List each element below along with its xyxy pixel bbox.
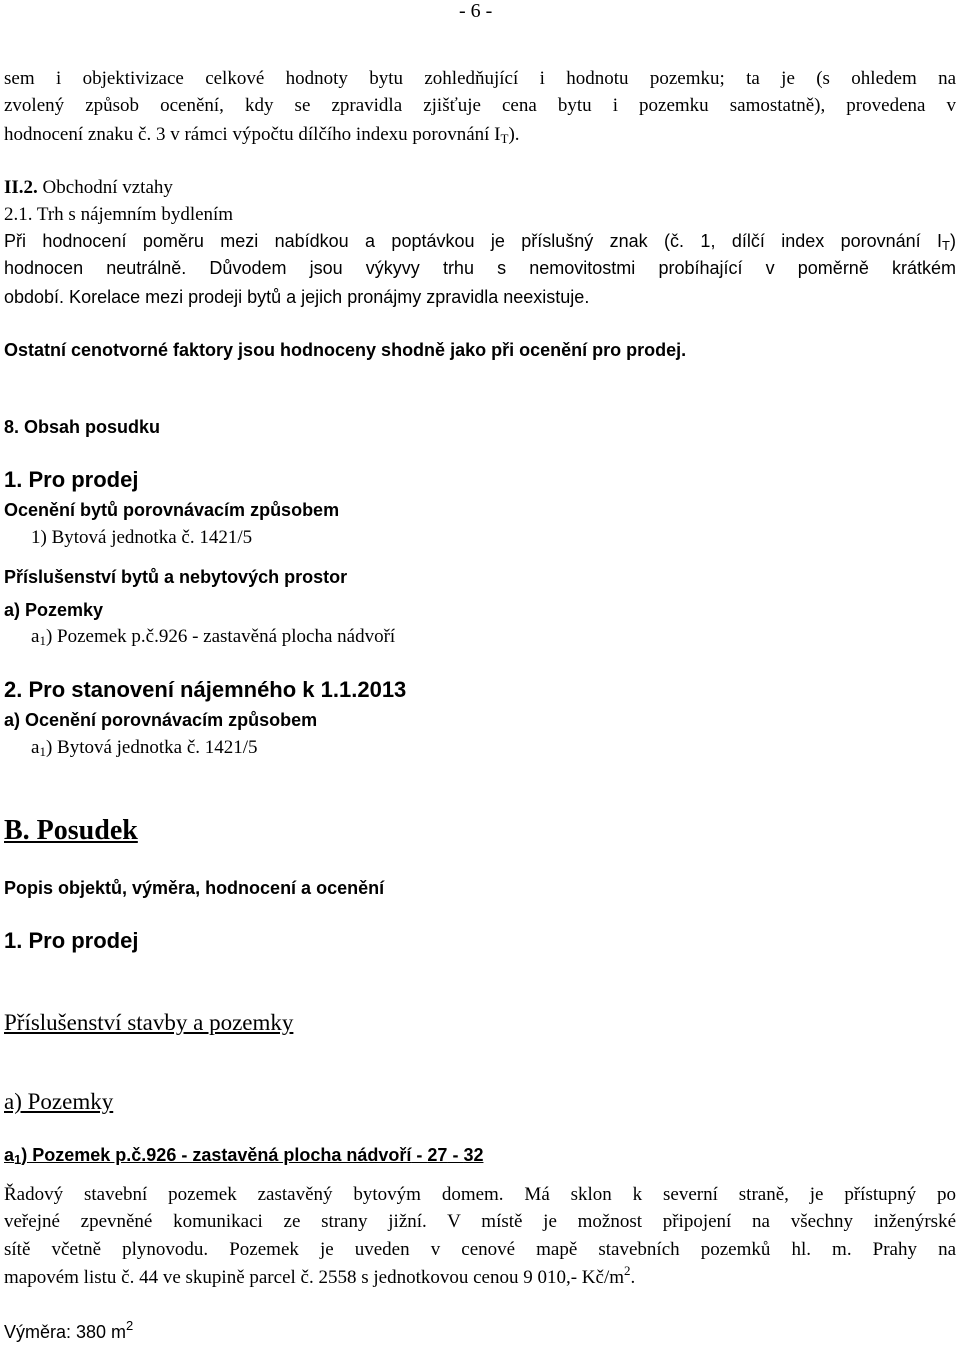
posudek-sale-heading: 1. Pro prodej [4,928,139,953]
market-paragraph-line-2: hodnocen neutrálně. Důvodem jsou výkyvy trhu s nemovitostmi probíhající v poměrně krátkém [4,258,956,278]
contents-rent-heading: 2. Pro stanovení nájemného k 1.1.2013 [4,677,407,702]
description-line-4: mapovém listu č. 44 ve skupině parcel č. 2558 s jednotkovou cenou 9 010,- $Kč/m^2$. [4,1263,636,1288]
posudek-accessories-heading: Příslušenství stavby a pozemky [4,1010,294,1035]
page-number: - 6 - [459,0,493,22]
contents-land-item: $a_1$) Pozemek p.č.926 - zastavěná plocha nádvoří [31,626,396,648]
contents-land-heading: a) Pozemky [4,600,104,620]
description-line-2: veřejné zpevněné komunikaci ze strany jižní. V místě je možnost připojení na všechny inženýrské [4,1211,956,1232]
factors-statement: Ostatní cenotvorné faktory jsou hodnoceny shodně jako při ocenění pro prodej. [4,340,687,360]
contents-sale-heading: 1. Pro prodej [4,467,139,492]
intro-line-1: sem i objektivizace celkové hodnoty bytu zohledňující i hodnotu pozemku; ta je (s ohledem na [4,68,956,89]
posudek-heading: B. Posudek [4,815,138,846]
contents-accessories-heading: Příslušenství bytů a nebytových prostor [4,567,348,587]
posudek-land-heading: a) Pozemky [4,1089,114,1114]
contents-rent-method: a) Ocenění porovnávacím způsobem [4,710,318,730]
intro-line-2: zvolený způsob ocenění, kdy se zpravidla zjišťuje cena bytu i pozemku samostatně), provedena v [4,95,956,116]
contents-rent-item: $a_1$) Bytová jednotka č. 1421/5 [31,737,258,759]
section-heading-ii2: II.2. Obchodní vztahy [4,177,173,198]
section-heading-21: 2.1. Trh s nájemním bydlením [4,204,234,225]
area-value: Výměra: 380 $m^2$ [4,1318,134,1342]
market-paragraph-line-3: období. Korelace mezi prodeji bytů a jejich pronájmy zpravidla neexistuje. [4,287,590,307]
parcel-title: $a_1$) Pozemek p.č.926 - zastavěná plocha nádvoří - 27 - 32 [4,1145,484,1167]
description-line-1: Řadový stavební pozemek zastavěný bytovým domem. Má sklon k severní straně, je přístupný po [4,1184,956,1205]
contents-heading: 8. Obsah posudku [4,417,161,437]
description-line-3: sítě včetně plynovodu. Pozemek je uveden v cenové mapě stavebních pozemků hl. m. Prahy na [4,1239,956,1260]
contents-sale-method: Ocenění bytů porovnávacím způsobem [4,500,340,520]
contents-sale-item: 1) Bytová jednotka č. 1421/5 [31,527,253,548]
market-paragraph-line-1: Při hodnocení poměru mezi nabídkou a poptávkou je příslušný znak (č. 1, dílčí index porovnání $I_T$) [4,231,956,253]
posudek-subtitle: Popis objektů, výměra, hodnocení a ocenění [4,878,385,898]
intro-line-3: hodnocení znaku č. 3 v rámci výpočtu dílčího indexu porovnání $I_T$). [4,124,520,146]
